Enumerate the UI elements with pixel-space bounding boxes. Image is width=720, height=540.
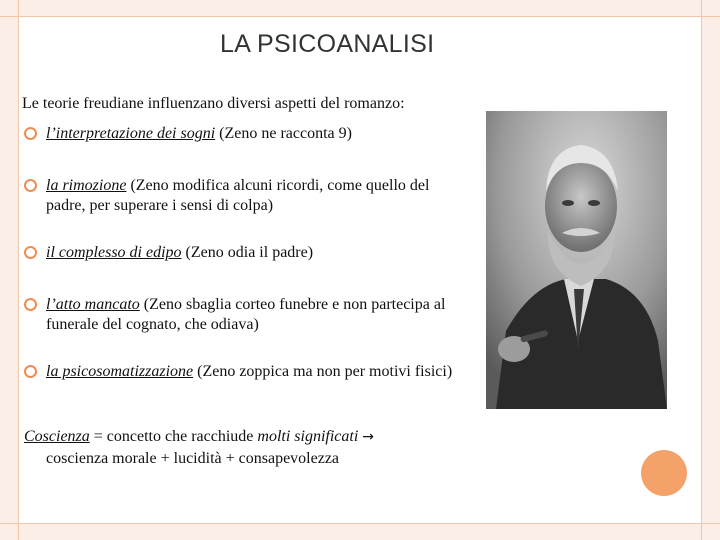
circle-bullet-icon xyxy=(24,246,37,259)
circle-bullet-icon xyxy=(24,127,37,140)
list-item xyxy=(24,176,464,243)
conclusion xyxy=(24,426,484,469)
bullet-list xyxy=(24,124,464,406)
orange-circle-icon xyxy=(641,450,687,496)
list-item xyxy=(24,243,464,295)
list-item xyxy=(24,295,464,362)
frame-left xyxy=(0,0,18,540)
bullet-term: il complesso di edipo xyxy=(46,244,182,261)
frame-right xyxy=(702,0,720,540)
bullet-term: l’atto mancato xyxy=(46,296,140,313)
portrait-photo xyxy=(486,111,667,409)
frame-line-left xyxy=(18,0,19,540)
bullet-term: la rimozione xyxy=(46,177,127,194)
bullet-term: l’interpretazione dei sogni xyxy=(46,125,216,142)
slide-title: LA PSICOANALISI xyxy=(220,30,435,58)
bullet-text: (Zeno zoppica ma non per motivi fisici) xyxy=(193,363,453,380)
conclusion-line2: coscienza morale + lucidità + consapevolezza xyxy=(46,450,340,467)
circle-bullet-icon xyxy=(24,365,37,378)
conclusion-term: Coscienza xyxy=(24,428,90,445)
bullet-text: (Zeno odia il padre) xyxy=(181,244,314,261)
list-item xyxy=(24,362,464,406)
conclusion-text: = concetto che racchiude xyxy=(89,428,258,445)
bullet-text: (Zeno sbaglia corteo funebre e non partecipa al funerale del cognato, che odiava) xyxy=(46,296,446,333)
conclusion-emphasis: molti significati xyxy=(257,428,359,445)
frame-bottom xyxy=(18,524,702,540)
right-arrow-icon: → xyxy=(362,429,375,445)
frame-line-bottom xyxy=(0,523,720,524)
frame-line-top xyxy=(0,16,720,17)
circle-bullet-icon xyxy=(24,179,37,192)
frame-line-right xyxy=(701,0,702,540)
intro-text: Le teorie freudiane influenzano diversi aspetti del romanzo: xyxy=(22,95,405,112)
circle-bullet-icon xyxy=(24,298,37,311)
bullet-text: (Zeno ne racconta 9) xyxy=(215,125,352,142)
frame-top xyxy=(18,0,702,16)
bullet-term: la psicosomatizzazione xyxy=(46,363,194,380)
bullet-text: (Zeno modifica alcuni ricordi, come quello del padre, per superare i sensi di colpa) xyxy=(46,177,430,214)
list-item xyxy=(24,124,464,176)
